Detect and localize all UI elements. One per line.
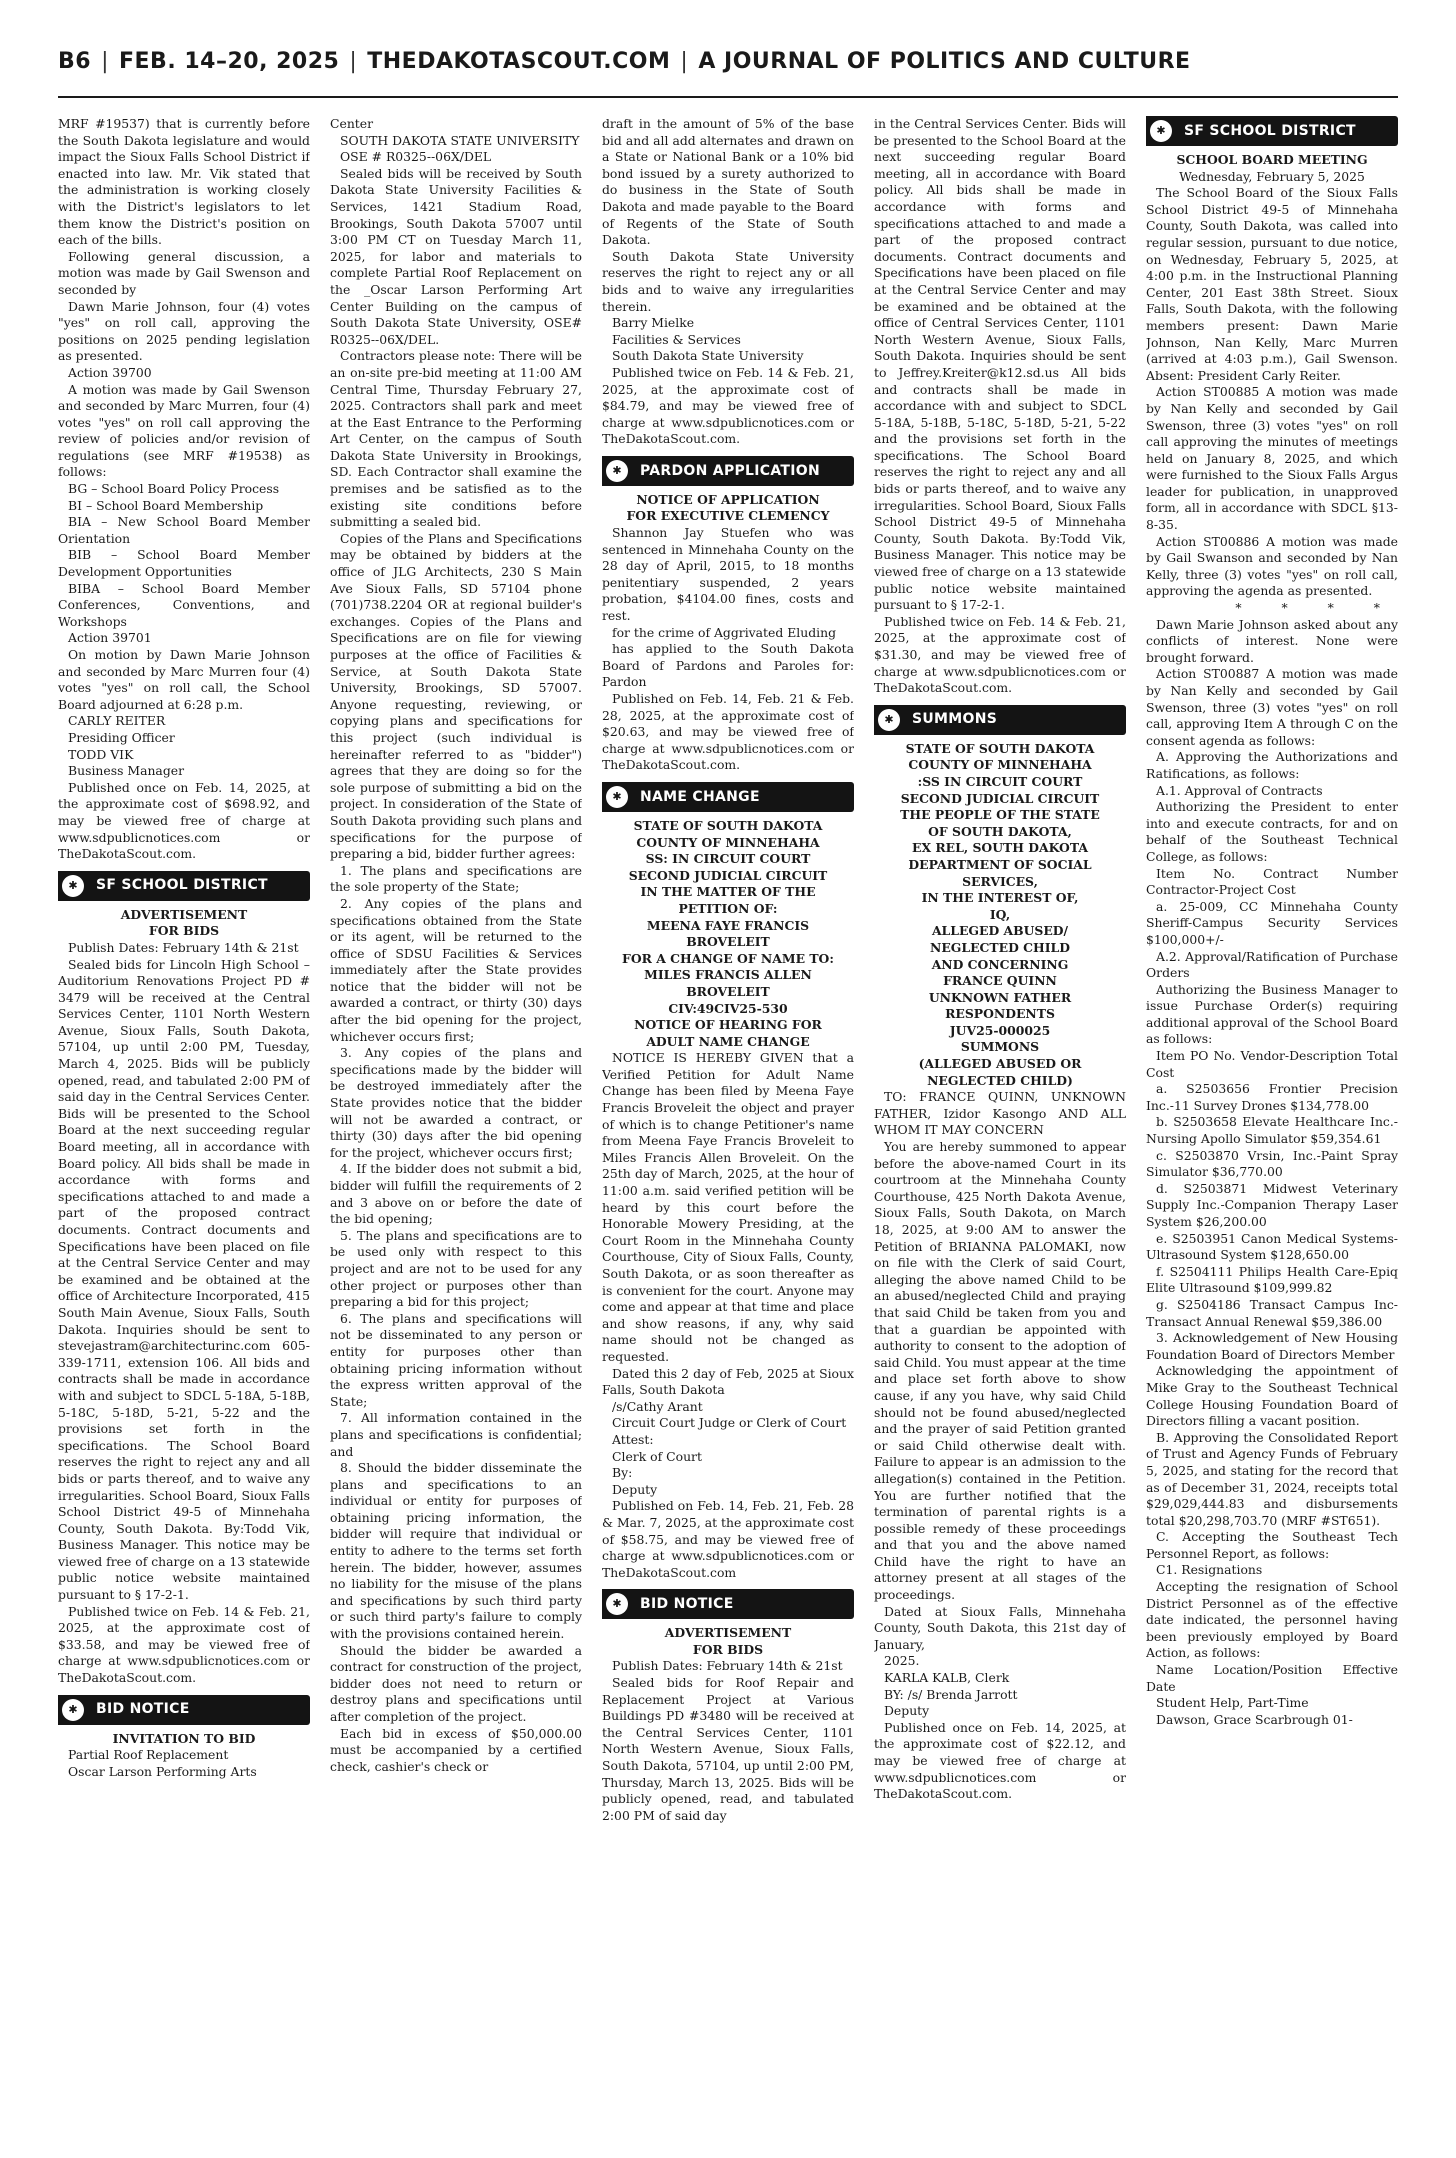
notice-heading: SECOND JUDICIAL CIRCUIT [628, 867, 828, 883]
text-paragraph: Action 39700 [68, 364, 152, 380]
text-paragraph: Action ST00887 A motion was made by Nan Kelly and seconded by Gail Swenson, three (3) votes "yes" on roll call, approving Item A through C on the consent agenda as follows: [1146, 666, 1398, 748]
text-paragraph: draft in the amount of 5% of the base bid and all add alternates and drawn on a State or National Bank or a 10% bid bond issued by a surety authorized to do business in the State of South Dakota and made payable to the Board of Regents of the State of South Dakota. [602, 116, 854, 248]
site-name: THEDAKOTASCOUT.COM [367, 48, 671, 74]
notice-heading: SUMMONS [960, 1039, 1040, 1055]
notice-heading: ADVERTISEMENT [664, 1625, 792, 1641]
section-banner [1146, 116, 1398, 146]
section-banner [874, 705, 1126, 735]
notice-heading: PETITION OF: [678, 900, 778, 916]
text-paragraph: 7. All information contained in the plans and specifications is confidential; and [330, 1410, 582, 1459]
notice-heading: BROVELEIT [686, 934, 770, 950]
section-banner-title: BID NOTICE [96, 1701, 190, 1718]
text-paragraph: BG – School Board Policy Process [68, 481, 280, 497]
scout-logo-icon: ✱ [58, 871, 88, 901]
text-paragraph: 2. Any copies of the plans and specifications obtained from the State or its agent, will be returned to the office of SDSU Facilities & Services immediately after the State provides notice that the bidder will not be awarded a contract, or thirty (30) days after the bid opening for the project, whichever occurs first; [330, 895, 582, 1044]
section-banner-title: SUMMONS [912, 711, 998, 728]
text-paragraph: Action 39701 [68, 630, 152, 646]
text-paragraph: 2025. [884, 1653, 920, 1669]
text-paragraph: d. S2503871 Midwest Veterinary Supply Inc.-Companion Therapy Laser System $26,200.00 [1146, 1180, 1398, 1229]
text-paragraph: Publish Dates: February 14th & 21st [612, 1658, 843, 1674]
notice-heading: NOTICE OF HEARING FOR [634, 1017, 822, 1033]
text-paragraph: KARLA KALB, Clerk [884, 1670, 1010, 1686]
scout-logo-icon: ✱ [1146, 116, 1176, 146]
text-paragraph: Action ST00886 A motion was made by Gail Swanson and seconded by Nan Kelly, three (3) votes "yes" on roll call, approving the agenda as presented. [1146, 533, 1398, 599]
scout-logo-icon: ✱ [58, 1695, 88, 1725]
folio-separator: | [101, 48, 109, 74]
text-paragraph: TODD VIK [68, 746, 134, 762]
text-paragraph: South Dakota State University [612, 348, 804, 364]
folio-separator: | [680, 48, 689, 74]
text-paragraph: A.2. Approval/Ratification of Purchase Orders [1146, 948, 1398, 981]
text-paragraph: You are hereby summoned to appear before the above-named Court in its courtroom at the Minnehaha County Courthouse, 425 North Dakota Avenue, Sioux Falls, South Dakota, on March 18, 2025, at 9:00 AM to answer the Petition of BRIANNA PALOMAKI, now on file with the Clerk of said Court, alleging the above named Child to be an abused/neglected Child and praying that said Child be taken from you and that a guardian be appointed with authority to consent to the adoption of said Child. You must appear at the time and place set forth above to show cause, if any you have, why said Child should not be found abused/neglected and the prayer of said Petition granted or said Child otherwise dealt with. Failure to appear is an admission to the allegation(s) contained in the Petition. You are further notified that the termination of parental rights is a possible remedy of these proceedings and that you and the above named Child have the right to have an attorney present at all stages of the proceedings. [874, 1139, 1126, 1603]
text-paragraph: Clerk of Court [612, 1448, 702, 1464]
text-paragraph: The School Board of the Sioux Falls School District 49-5 of Minnehaha County, South Dakota, was called into regular session, pursuant to due notice, on Wednesday, February 5, 2025, at 4:00 p.m. in the Instructional Planning Center, 201 East 38th Street. Sioux Falls, South Dakota, with the following members present: Dawn Marie Johnson, Nan Kelly, Marc Murren (arrived at 4:03 p.m.), Gail Swenson. Absent: President Carly Reiter. [1146, 185, 1398, 383]
folio-separator: | [349, 48, 358, 74]
section-banner [602, 1589, 854, 1619]
text-paragraph: a. S2503656 Frontier Precision Inc.-11 Survey Drones $134,778.00 [1146, 1081, 1398, 1113]
text-paragraph: g. S2504186 Transact Campus Inc-Transact Annual Renewal $59,386.00 [1146, 1296, 1398, 1329]
notice-heading: MILES FRANCIS ALLEN [644, 967, 812, 983]
text-paragraph: Item No. Contract Number Contractor-Project Cost [1146, 865, 1398, 898]
text-paragraph: 6. The plans and specifications will not be disseminated to any person or entity for purposes other than obtaining pricing information without the express written approval of the State; [330, 1310, 582, 1409]
text-paragraph: Dated at Sioux Falls, Minnehaha County, South Dakota, this 21st day of January, [874, 1603, 1126, 1652]
text-paragraph: Dawson, Grace Scarbrough 01- [1156, 1711, 1353, 1727]
section-banner-title: NAME CHANGE [640, 788, 760, 805]
section-banner [58, 1695, 310, 1725]
text-paragraph: Business Manager [68, 763, 185, 779]
scout-logo-icon: ✱ [602, 1589, 632, 1619]
text-paragraph: Dawn Marie Johnson asked about any conflicts of interest. None were brought forward. [1146, 616, 1398, 665]
notice-heading: FOR EXECUTIVE CLEMENCY [626, 508, 830, 524]
text-paragraph: a. 25-009, CC Minnehaha County Sheriff-Campus Security Services $100,000+/- [1146, 898, 1398, 947]
section-separator: * * * * [1235, 600, 1398, 616]
text-paragraph: Facilities & Services [612, 331, 741, 347]
text-paragraph: 4. If the bidder does not submit a bid, bidder will fulfill the requirements of 2 and 3 above on or before the date of the bid opening; [330, 1161, 582, 1227]
notice-heading: SERVICES, [962, 873, 1038, 889]
notice-heading: ADULT NAME CHANGE [646, 1033, 810, 1049]
notice-heading: INVITATION TO BID [112, 1730, 256, 1746]
section-banner-title: PARDON APPLICATION [640, 462, 820, 479]
notice-heading: SS: IN CIRCUIT COURT [645, 851, 811, 867]
text-paragraph: BI – School Board Membership [68, 497, 264, 513]
notice-heading: :SS IN CIRCUIT COURT [917, 773, 1083, 789]
text-paragraph: Each bid in excess of $50,000.00 must be accompanied by a certified check, cashier's check or [330, 1725, 582, 1774]
text-paragraph: OSE # R0325--06X/DEL [340, 149, 492, 165]
notice-heading: IN THE INTEREST OF, [921, 890, 1079, 906]
publication-note: Published twice on Feb. 14 & Feb. 21, 2025, at the approximate cost of $33.58, and may be viewed free of charge at www.sdpublicnotices.com or TheDakotaScout.com. [58, 1603, 310, 1686]
notice-heading: NEGLECTED CHILD) [927, 1072, 1073, 1088]
text-paragraph: Oscar Larson Performing Arts [68, 1763, 257, 1779]
text-paragraph: B. Approving the Consolidated Report of Trust and Agency Funds of February 5, 2025, and stating for the record that as of December 31, 2024, receipts total $29,029,444.83 and disbursements total $20,298,703.70 (MRF #ST651). [1146, 1429, 1398, 1528]
text-paragraph: BIA – New School Board Member Orientation [58, 514, 310, 546]
notice-heading: JUV25-000025 [949, 1022, 1051, 1038]
text-paragraph: BIB – School Board Member Development Opportunities [58, 547, 310, 580]
publication-note: Published once on Feb. 14, 2025, at the approximate cost of $698.92, and may be viewed free of charge at www.sdpublicnotices.com or TheDakotaScout.com. [58, 779, 310, 862]
text-paragraph: has applied to the South Dakota Board of Pardons and Paroles for: Pardon [602, 641, 854, 690]
text-paragraph: Student Help, Part-Time [1156, 1695, 1309, 1711]
text-paragraph: 3. Acknowledgement of New Housing Foundation Board of Directors Member [1146, 1330, 1398, 1362]
section-banner [602, 456, 854, 486]
tagline: A JOURNAL OF POLITICS AND CULTURE [698, 48, 1191, 74]
text-paragraph: Accepting the resignation of School District Personnel as of the effective date indicated, the personnel having been previously employed by Board Action, as follows: [1146, 1579, 1398, 1661]
text-paragraph: for the crime of Aggrivated Eluding [612, 624, 837, 640]
notice-heading: RESPONDENTS [945, 1006, 1055, 1022]
text-paragraph: By: [612, 1465, 633, 1481]
text-paragraph: Sealed bids will be received by South Dakota State University Facilities & Services, 1421 Stadium Road, Brookings, South Dakota 57007 until 3:00 PM CT on Tuesday March 11, 2025, for labor and materials to complete Partial Roof Replacement on the _Oscar Larson Performing Art Center Building on the campus of South Dakota State University, OSE# R0325--06X/DEL. [330, 165, 582, 347]
section-banner-title: SF SCHOOL DISTRICT [96, 877, 268, 894]
text-paragraph: Acknowledging the appointment of Mike Gray to the Southeast Technical College Housing Foundation Board of Directors filling a vacant position. [1146, 1363, 1398, 1429]
column-3 [602, 116, 854, 2136]
section-banner [58, 871, 310, 901]
notice-heading: ADVERTISEMENT [120, 906, 248, 922]
text-paragraph: Presiding Officer [68, 729, 175, 745]
publication-note: Published twice on Feb. 14 & Feb. 21, 2025, at the approximate cost of $31.30, and may be viewed free of charge at www.sdpublicnotices.com or TheDakotaScout.com. [874, 613, 1126, 696]
notice-heading: NOTICE OF APPLICATION [636, 491, 820, 507]
section-banner [602, 782, 854, 812]
notice-heading: IN THE MATTER OF THE [640, 884, 816, 900]
issue-date: FEB. 14–20, 2025 [119, 48, 340, 74]
section-banner-title: BID NOTICE [640, 1595, 734, 1612]
notice-heading: STATE OF SOUTH DAKOTA [905, 740, 1095, 756]
text-paragraph: in the Central Services Center. Bids will be presented to the School Board at the next succeeding regular Board meeting, all in accordance with Board policy. All bids shall be made in accordance with forms and specifications attached to and made a part of the proposed contract documents. Contract documents and Specifications have been placed on file at the Central Service Center and may be examined and be obtained at the office of Central Services Center, 1101 North Western Avenue, Sioux Falls, South Dakota. Inquiries should be sent to Jeffrey.Kreiter@k12.sd.us All bids and contracts shall be made in accordance with and subject to SDCL 5-18A, 5-18B, 5-18C, 5-18D, 5-21, 5-22 and the provisions set forth in the specifications. The School Board reserves the right to reject any and all bids or parts thereof, and to waive any irregularities. School Board, Sioux Falls School District 49-5 of Minnehaha County, South Dakota. By:Todd Vik, Business Manager. This notice may be viewed free of charge on a 13 statewide public notice website maintained pursuant to § 17-2-1. [874, 116, 1126, 613]
text-paragraph: f. S2504111 Philips Health Care-Epiq Elite Ultrasound $109,999.82 [1146, 1263, 1398, 1296]
publication-note: Published once on Feb. 14, 2025, at the approximate cost of $22.12, and may be viewed free of charge at www.sdpublicnotices.com or TheDakotaScout.com. [874, 1719, 1126, 1802]
text-paragraph: Partial Roof Replacement [68, 1747, 229, 1763]
text-paragraph: NOTICE IS HEREBY GIVEN that a Verified Petition for Adult Name Change has been filed by Meena Faye Francis Broveleit the object and prayer of which is to change Petitioner's name from Meena Faye Francis Broveleit to Miles Francis Allen Broveleit. On the 25th day of March, 2025, at the hour of 11:00 a.m. said verified petition will be heard by this court before the Honorable Mowery Presiding, at the Court Room in the Minnehaha County Courthouse, City of Sioux Falls, County, South Dakota, or as soon thereafter as is convenient for the court. Anyone may come and appear at that time and place and show reasons, if any, why said name should not be changed as requested. [602, 1050, 854, 1364]
text-paragraph: BY: /s/ Brenda Jarrott [884, 1686, 1018, 1702]
text-paragraph: Authorizing the Business Manager to issue Purchase Order(s) requiring additional approval of the School Board as follows: [1146, 981, 1398, 1047]
notice-heading: (ALLEGED ABUSED OR [918, 1056, 1082, 1072]
column-1 [58, 116, 310, 2136]
text-paragraph: Deputy [612, 1481, 658, 1497]
column-5 [1146, 116, 1398, 2136]
text-paragraph: Item PO No. Vendor-Description Total Cost [1146, 1048, 1398, 1080]
text-paragraph: South Dakota State University reserves the right to reject any or all bids and to waive any irregularities therein. [602, 248, 854, 314]
text-paragraph: 8. Should the bidder disseminate the plans and specifications to an individual or entity for purposes of obtaining pricing information, the bidder will require that individual or entity to adhere to the terms set forth herein. The bidder, however, assumes no liability for the misuse of the plans and specifications by such third party or such third party's failure to comply with the provisions contained herein. [330, 1460, 582, 1642]
text-paragraph: Center [330, 116, 374, 131]
publication-note: Published on Feb. 14, Feb. 21 & Feb. 28, 2025, at the approximate cost of $20.63, and may be viewed free of charge at www.sdpublicnotices.com or TheDakotaScout.com. [602, 691, 854, 773]
page-folio [58, 44, 1398, 78]
header-rule [58, 96, 1398, 98]
notice-heading: DEPARTMENT OF SOCIAL [908, 856, 1092, 872]
notice-heading: UNKNOWN FATHER [928, 989, 1072, 1005]
notice-heading: CIV:49CIV25-530 [668, 1000, 788, 1016]
text-paragraph: CARLY REITER [68, 713, 166, 729]
notice-heading: FRANCE QUINN [943, 973, 1057, 989]
notice-heading: FOR A CHANGE OF NAME TO: [622, 950, 834, 966]
notice-heading: AND CONCERNING [931, 956, 1069, 972]
notice-heading: FOR BIDS [692, 1641, 764, 1657]
publication-note: Published on Feb. 14, Feb. 21, Feb. 28 & Mar. 7, 2025, at the approximate cost of $58.75, and may be viewed free of charge at www.sdpublicnotices.com or TheDakotaScout.com [602, 1498, 854, 1580]
section-banner-title: SF SCHOOL DISTRICT [1184, 122, 1356, 139]
notice-heading: EX REL, SOUTH DAKOTA [912, 840, 1088, 856]
text-paragraph: c. S2503870 Vrsin, Inc.-Paint Spray Simulator $36,770.00 [1146, 1147, 1398, 1180]
notice-heading: NEGLECTED CHILD [930, 939, 1070, 955]
scout-logo-icon: ✱ [602, 456, 632, 486]
text-paragraph: 5. The plans and specifications are to be used only with respect to this project and are not to be used for any other project or purposes other than preparing a bid for this project; [330, 1227, 582, 1310]
text-paragraph: Publish Dates: February 14th & 21st [68, 939, 299, 955]
notice-heading: COUNTY OF MINNEHAHA [908, 757, 1092, 773]
text-paragraph: Barry Mielke [612, 315, 695, 331]
text-paragraph: A.1. Approval of Contracts [1156, 782, 1323, 798]
notice-heading: STATE OF SOUTH DAKOTA [633, 817, 823, 833]
meeting-date: Wednesday, February 5, 2025 [1179, 168, 1365, 184]
notice-heading: THE PEOPLE OF THE STATE [900, 807, 1100, 823]
publication-note: Published twice on Feb. 14 & Feb. 21, 2025, at the approximate cost of $84.79, and may be viewed free of charge at www.sdpublicnotices.com or TheDakotaScout.com. [602, 364, 854, 447]
notice-columns [58, 116, 1398, 2136]
notice-heading: COUNTY OF MINNEHAHA [636, 834, 820, 850]
text-paragraph: Copies of the Plans and Specifications may be obtained by bidders at the office of JLG Architects, 230 S Main Ave Sioux Falls, SD 57104 phone (701)738.2204 OR at regional builder's exchanges. Copies of the Plans and Specifications are on file for viewing purposes at the office of Facilities & Service, at South Dakota State University, Brookings, SD 57007. Anyone requesting, reviewing, or copying plans and specifications for this project (such individual is hereinafter referred to as "bidder") agrees that they are doing so for the sole purpose of submitting a bid on the project. In consideration of the State of South Dakota providing such plans and specifications for the purpose of preparing a bid, bidder further agrees: [330, 530, 582, 862]
text-paragraph: Following general discussion, a motion was made by Gail Swenson and seconded by [58, 248, 310, 297]
notice-heading: OF SOUTH DAKOTA, [928, 823, 1072, 839]
text-paragraph: BIBA – School Board Member Conferences, Conventions, and Workshops [58, 580, 310, 629]
scout-logo-icon: ✱ [874, 705, 904, 735]
text-paragraph: Sealed bids for Lincoln High School – Auditorium Renovations Project PD # 3479 will be received at the Central Services Center, 1101 North Western Avenue, Sioux Falls, South Dakota, 57104, up until 2:00 PM, Tuesday, March 4, 2025. Bids will be publicly opened, read, and tabulated 2:00 PM of said day in the Central Services Center. Bids will be presented to the School Board at the next succeeding regular Board meeting, all in accordance with Board policy. All bids shall be made in accordance with forms and specifications attached to and made a part of the proposed contract documents. Contract documents and Specifications have been placed on file at the Central Service Center and may be examined and be obtained at the office of Architecture Incorporated, 415 South Main Avenue, Sioux Falls, South Dakota. Inquiries should be sent to stevejastram@architecturinc.com 605-339-1711, extension 106. All bids and contracts shall be made in accordance with and subject to SDCL 5-18A, 5-18B, 5-18C, 5-18D, 5-21, 5-22 and the provisions set forth in the specifications. The School Board reserves the right to reject any and all bids or parts thereof, and to waive any irregularities. School Board, Sioux Falls School District 49-5 of Minnehaha County, South Dakota. By:Todd Vik, Business Manager. This notice may be viewed free of charge on a 13 statewide public notice website maintained pursuant to § 17-2-1. [58, 956, 310, 1603]
text-paragraph: Attest: [612, 1431, 654, 1447]
text-paragraph: On motion by Dawn Marie Johnson and seconded by Marc Murren four (4) votes "yes" on roll call, the School Board adjourned at 6:28 p.m. [58, 647, 310, 712]
text-paragraph: Contractors please note: There will be an on-site pre-bid meeting at 11:00 AM Central Time, Thursday February 27, 2025. Contractors shall park and meet at the East Entrance to the Performing Art Center, on the campus of South Dakota State University in Brookings, SD. Each Contractor shall examine the premises and be satisfied as to the existing site conditions before submitting a sealed bid. [330, 348, 582, 530]
column-4 [874, 116, 1126, 2136]
text-paragraph: Circuit Court Judge or Clerk of Court [612, 1415, 847, 1431]
text-paragraph: Dawn Marie Johnson, four (4) votes "yes" on roll call, approving the positions on 2025 pending legislation as presented. [58, 298, 310, 364]
text-paragraph: A motion was made by Gail Swenson and seconded by Marc Murren, four (4) votes "yes" on roll call approving the review of policies and/or revision of regulations (see MRF #19538) as follows: [58, 381, 310, 480]
text-paragraph: /s/Cathy Arant [612, 1398, 703, 1414]
text-paragraph: A. Approving the Authorizations and Ratifications, as follows: [1146, 749, 1398, 781]
scout-logo-icon: ✱ [602, 782, 632, 812]
page-number: B6 [58, 48, 92, 74]
notice-heading: SECOND JUDICIAL CIRCUIT [900, 790, 1100, 806]
text-paragraph: 1. The plans and specifications are the sole property of the State; [330, 862, 582, 895]
text-paragraph: C1. Resignations [1156, 1562, 1263, 1578]
text-paragraph: MRF #19537) that is currently before the South Dakota legislature and would impact the Sioux Falls School District if enacted into law. Mr. Vik stated that the administration is working closely with the District's legislators to let them know the District's position on each of the bills. [58, 116, 310, 248]
text-paragraph: Deputy [884, 1703, 930, 1719]
notice-heading: BROVELEIT [686, 983, 770, 999]
text-paragraph: Shannon Jay Stuefen who was sentenced in Minnehaha County on the 28 day of April, 2015, to 18 months penitentiary suspended, 2 years probation, $4104.00 fines, costs and rest. [602, 525, 854, 624]
notice-heading: MEENA FAYE FRANCIS [646, 917, 810, 933]
notice-heading: FOR BIDS [148, 923, 220, 939]
text-paragraph: Should the bidder be awarded a contract for construction of the project, bidder does not need to return or destroy plans and specifications until after completion of the project. [330, 1642, 582, 1724]
text-paragraph: e. S2503951 Canon Medical Systems-Ultrasound System $128,650.00 [1146, 1230, 1398, 1263]
notice-heading: IQ, [989, 906, 1011, 922]
text-paragraph: Dated this 2 day of Feb, 2025 at Sioux Falls, South Dakota [602, 1365, 854, 1398]
text-paragraph: Sealed bids for Roof Repair and Replacement Project at Various Buildings PD #3480 will be received at the Central Services Center, 1101 North Western Avenue, Sioux Falls, South Dakota, 57104, up until 2:00 PM, Thursday, March 13, 2025. Bids will be publicly opened, read, and tabulated 2:00 PM of said day [602, 1675, 854, 1823]
text-paragraph: Authorizing the President to enter into and execute contracts, for and on behalf of the Southeast Technical College, as follows: [1146, 799, 1398, 864]
text-paragraph: Name Location/Position Effective Date [1146, 1662, 1398, 1694]
text-paragraph: b. S2503658 Elevate Healthcare Inc.-Nursing Apollo Simulator $59,354.61 [1146, 1114, 1398, 1147]
text-paragraph: 3. Any copies of the plans and specifications made by the bidder will be destroyed immediately after the State provides notice that the bidder will not be awarded a contract, or thirty (30) days after the bid opening for the project, whichever occurs first; [330, 1045, 582, 1160]
notice-heading: SCHOOL BOARD MEETING [1176, 152, 1368, 167]
text-paragraph: TO: FRANCE QUINN, UNKNOWN FATHER, Izidor Kasongo AND ALL WHOM IT MAY CONCERN [874, 1089, 1126, 1138]
text-paragraph: SOUTH DAKOTA STATE UNIVERSITY [340, 132, 580, 148]
text-paragraph: Action ST00885 A motion was made by Nan Kelly and seconded by Gail Swenson, three (3) votes "yes" on roll call approving the minutes of meetings held on January 8, 2025, and which were furnished to the Sioux Falls Argus leader for publication, in unapproved form, all in accordance with SDCL §13-8-35. [1146, 384, 1398, 533]
column-2 [330, 116, 582, 2136]
text-paragraph: C. Accepting the Southeast Tech Personnel Report, as follows: [1146, 1529, 1398, 1561]
notice-heading: ALLEGED ABUSED/ [931, 923, 1069, 939]
